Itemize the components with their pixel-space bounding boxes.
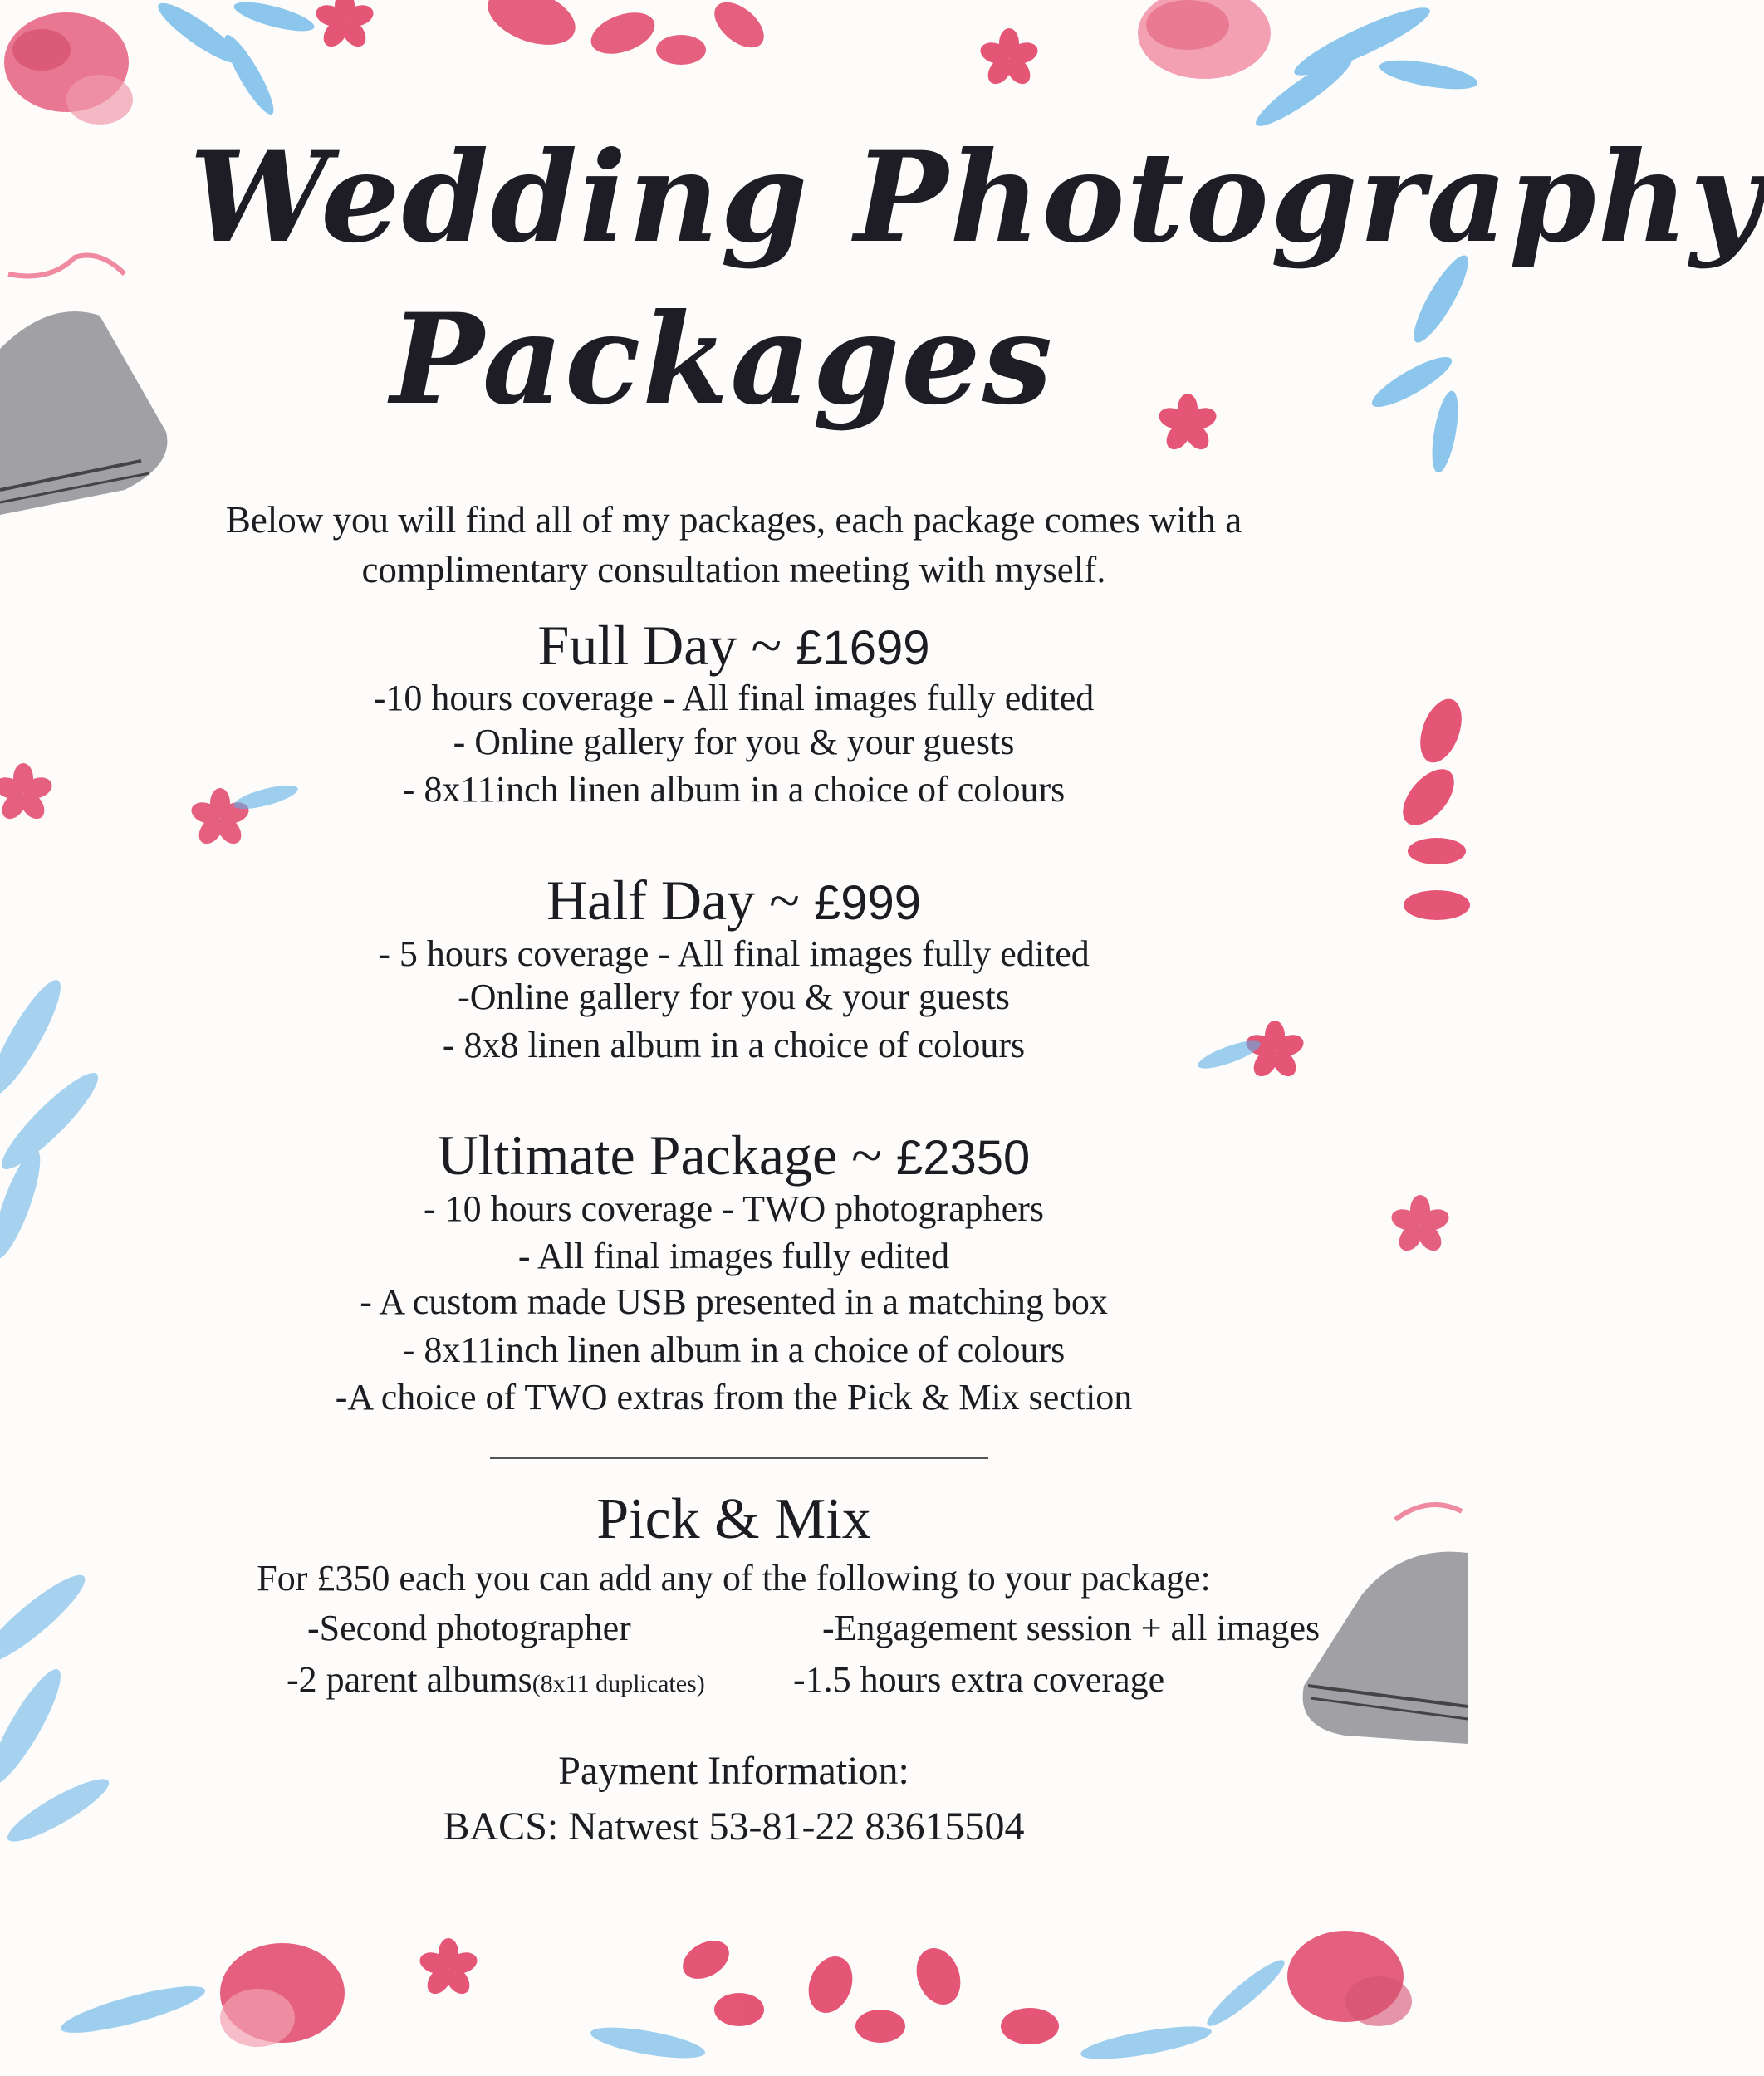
package-price: £1699 bbox=[796, 621, 930, 675]
package-item: - 8x11inch linen album in a choice of colours bbox=[402, 1329, 1066, 1370]
package-title-ultimate bbox=[0, 1123, 1468, 1188]
package-price: £2350 bbox=[895, 1131, 1031, 1185]
package-item: - 10 hours coverage - TWO photographers bbox=[424, 1188, 1044, 1229]
package-item: -A choice of TWO extras from the Pick & Mix section bbox=[335, 1377, 1133, 1417]
package-item: -Online gallery for you & your guests bbox=[458, 977, 1010, 1017]
package-item: - A custom made USB presented in a matching box bbox=[360, 1281, 1108, 1322]
package-item: - 8x8 linen album in a choice of colours bbox=[442, 1025, 1026, 1065]
pick-mix-intro bbox=[0, 1557, 1468, 1599]
pick-mix-title: Pick & Mix bbox=[596, 1487, 871, 1551]
pick-mix-item-note: (8x11 duplicates) bbox=[532, 1670, 705, 1697]
package-item: - Online gallery for you & your guests bbox=[453, 722, 1015, 762]
package-item: -10 hours coverage - All final images fully edited bbox=[373, 678, 1095, 718]
pick-mix-intro-prefix: For bbox=[257, 1558, 308, 1599]
pick-mix-item: -1.5 hours extra coverage bbox=[793, 1659, 1165, 1700]
package-name: Full Day ~ bbox=[537, 614, 782, 677]
intro-line2: complimentary consultation meeting with myself. bbox=[361, 549, 1106, 590]
flower-icon bbox=[4, 12, 133, 125]
pick-mix-item: -Second photographer bbox=[307, 1608, 631, 1648]
payment-heading: Payment Information: bbox=[558, 1749, 909, 1793]
package-price: £999 bbox=[813, 876, 921, 930]
package-item: - 8x11inch linen album in a choice of colours bbox=[402, 769, 1066, 810]
package-name: Ultimate Package ~ bbox=[437, 1124, 882, 1187]
bell-icon bbox=[0, 256, 167, 516]
page-title-line1: Wedding Photography bbox=[189, 125, 1764, 271]
pick-mix-price: £350 bbox=[316, 1558, 390, 1599]
intro-line1: Below you will find all of my packages, each package comes with a bbox=[225, 499, 1242, 541]
package-title-half-day bbox=[0, 868, 1468, 933]
package-title-full-day bbox=[0, 613, 1468, 678]
package-item: - All final images fully edited bbox=[517, 1236, 950, 1276]
leaf-icon bbox=[152, 0, 317, 120]
section-divider bbox=[490, 1457, 988, 1459]
pick-mix-item bbox=[287, 1658, 705, 1701]
payment-details: BACS: Natwest 53-81-22 83615504 bbox=[443, 1804, 1025, 1848]
pick-mix-item: -Engagement session + all images bbox=[822, 1608, 1321, 1648]
package-name: Half Day ~ bbox=[546, 869, 800, 932]
pick-mix-item-label: -2 parent albums bbox=[287, 1659, 532, 1700]
pick-mix-intro-suffix: each you can add any of the following to your package: bbox=[399, 1558, 1211, 1599]
package-item: - 5 hours coverage - All final images fully edited bbox=[378, 933, 1090, 974]
page-title-line2: Packages bbox=[390, 286, 1055, 433]
